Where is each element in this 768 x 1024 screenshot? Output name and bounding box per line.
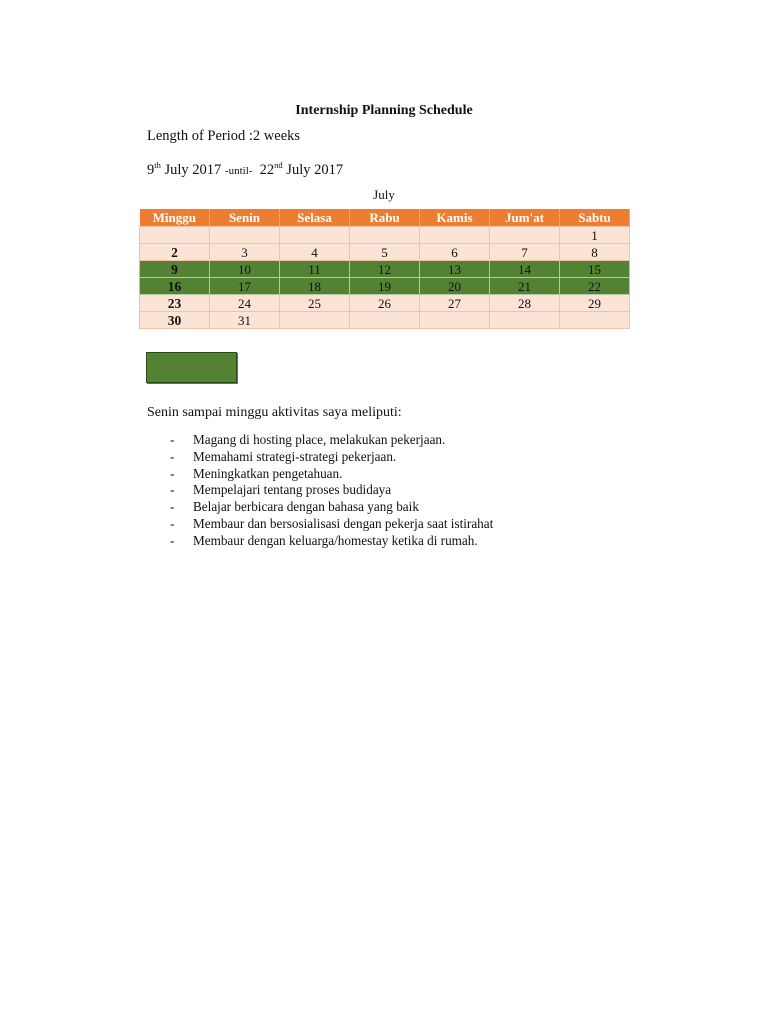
- bullet-dash: -: [170, 432, 175, 447]
- calendar-day-cell: 31: [210, 312, 280, 329]
- calendar-month: July: [373, 187, 395, 202]
- calendar-day-cell: 12: [350, 261, 420, 278]
- list-item: [170, 499, 493, 516]
- calendar-day-cell: 10: [210, 261, 280, 278]
- calendar-day-cell: [490, 312, 560, 329]
- calendar-day-cell: 3: [210, 244, 280, 261]
- calendar-day-cell: [280, 227, 350, 244]
- list-item: [170, 516, 493, 533]
- calendar-day-cell: [350, 227, 420, 244]
- calendar-day-cell: 17: [210, 278, 280, 295]
- list-item: [170, 482, 493, 499]
- bullet-dash: -: [170, 515, 175, 531]
- calendar-week-row: [140, 295, 630, 312]
- calendar-week-row: [140, 244, 630, 261]
- calendar-body: [140, 227, 630, 329]
- activity-text: Memahami strategi-strategi pekerjaan.: [193, 448, 397, 464]
- bullet-dash: -: [170, 499, 175, 515]
- calendar-day-cell: 2: [140, 244, 210, 261]
- activity-text: Magang di hosting place, melakukan pekerjaan.: [193, 432, 446, 447]
- date-range: [147, 162, 343, 179]
- calendar-day-cell: 15: [560, 261, 630, 278]
- start-day: 9: [147, 162, 155, 178]
- calendar-day-cell: 21: [490, 278, 560, 295]
- calendar-week-row: [140, 261, 630, 278]
- calendar-day-cell: 1: [560, 227, 630, 244]
- list-item: [170, 533, 493, 550]
- calendar-day-cell: 11: [280, 261, 350, 278]
- activity-text: Membaur dengan keluarga/homestay ketika di rumah.: [193, 532, 478, 548]
- calendar-day-cell: 13: [420, 261, 490, 278]
- list-item: [170, 449, 493, 466]
- calendar-day-cell: 14: [490, 261, 560, 278]
- calendar-day-cell: 29: [560, 295, 630, 312]
- calendar-week-row: [140, 278, 630, 295]
- calendar-week-row: [140, 312, 630, 329]
- calendar-header-cell: Selasa: [280, 209, 350, 227]
- calendar-header-cell: Kamis: [420, 209, 490, 227]
- calendar-day-cell: [420, 312, 490, 329]
- calendar-day-cell: [210, 227, 280, 244]
- period-length: Length of Period :2 weeks: [147, 128, 301, 144]
- calendar-day-cell: [420, 227, 490, 244]
- activity-text: Belajar berbicara dengan bahasa yang baik: [193, 499, 419, 515]
- end-month-year: July 2017: [286, 162, 344, 178]
- calendar-day-cell: 5: [350, 244, 420, 261]
- calendar-day-cell: [350, 312, 420, 329]
- calendar-day-cell: 18: [280, 278, 350, 295]
- calendar-day-cell: 22: [560, 278, 630, 295]
- bullet-dash: -: [170, 482, 175, 498]
- calendar-day-cell: 16: [140, 278, 210, 295]
- legend-swatch-green: [146, 352, 237, 383]
- calendar-day-cell: 19: [350, 278, 420, 295]
- calendar-header-cell: Senin: [210, 209, 280, 227]
- calendar-day-cell: 4: [280, 244, 350, 261]
- calendar-header-cell: Jum'at: [490, 209, 560, 227]
- calendar-day-cell: 24: [210, 295, 280, 312]
- calendar-header-cell: Minggu: [140, 209, 210, 227]
- list-item: [170, 432, 493, 449]
- calendar-week-row: [140, 227, 630, 244]
- activities-list: [170, 432, 493, 550]
- calendar-table: [139, 209, 630, 329]
- until-label: -until-: [224, 165, 253, 177]
- bullet-dash: -: [170, 448, 175, 464]
- calendar-header-row: [140, 209, 630, 227]
- start-month-year: July 2017: [164, 162, 222, 178]
- calendar-day-cell: 20: [420, 278, 490, 295]
- calendar-day-cell: [140, 227, 210, 244]
- calendar-day-cell: 6: [420, 244, 490, 261]
- calendar-day-cell: [560, 312, 630, 329]
- calendar-day-cell: [490, 227, 560, 244]
- activity-text: Meningkatkan pengetahuan.: [193, 465, 343, 481]
- calendar-day-cell: 26: [350, 295, 420, 312]
- list-item: [170, 466, 493, 483]
- calendar-day-cell: 27: [420, 295, 490, 312]
- activity-text: Mempelajari tentang proses budidaya: [193, 482, 392, 498]
- document-title: Internship Planning Schedule: [295, 103, 473, 118]
- calendar-day-cell: 9: [140, 261, 210, 278]
- bullet-dash: -: [170, 465, 175, 481]
- activities-intro: Senin sampai minggu aktivitas saya meliputi:: [147, 405, 402, 420]
- calendar-day-cell: 7: [490, 244, 560, 261]
- calendar-day-cell: 25: [280, 295, 350, 312]
- calendar-header-cell: Sabtu: [560, 209, 630, 227]
- start-suffix: th: [154, 160, 161, 170]
- end-suffix: nd: [274, 160, 283, 170]
- end-day: 22: [259, 162, 275, 178]
- calendar-day-cell: 8: [560, 244, 630, 261]
- calendar-day-cell: 30: [140, 312, 210, 329]
- calendar-day-cell: [280, 312, 350, 329]
- calendar-day-cell: 23: [140, 295, 210, 312]
- activity-text: Membaur dan bersosialisasi dengan pekerja saat istirahat: [193, 515, 494, 531]
- calendar-day-cell: 28: [490, 295, 560, 312]
- calendar-header-cell: Rabu: [350, 209, 420, 227]
- bullet-dash: -: [170, 532, 175, 548]
